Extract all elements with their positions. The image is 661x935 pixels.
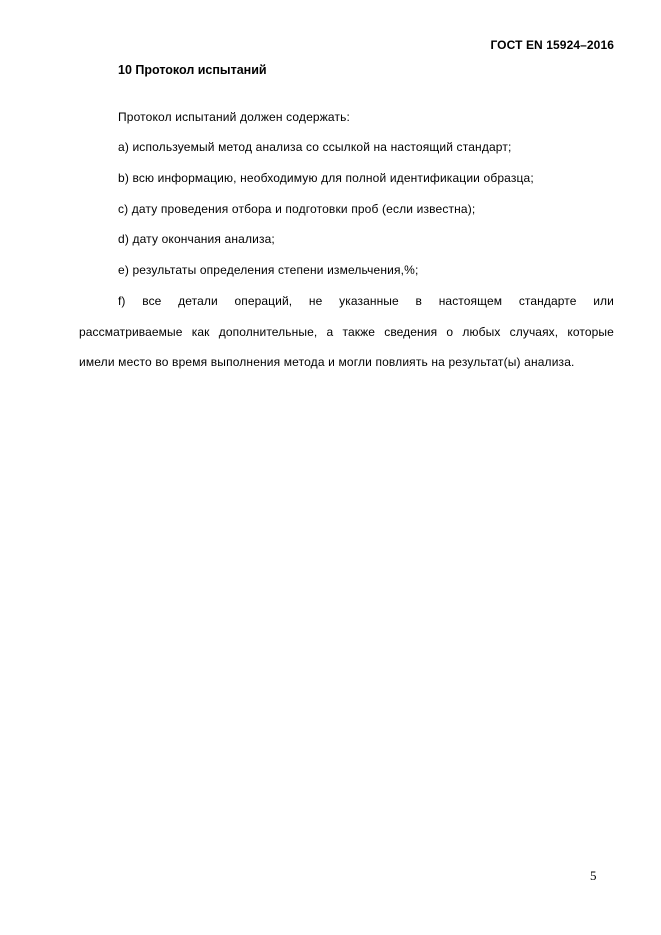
word: сведения [384, 325, 438, 339]
list-item-b: b) всю информацию, необходимую для полной идентификации образца; [118, 171, 534, 185]
list-item-e: е) результаты определения степени измельчения,%; [118, 263, 419, 277]
word: а [326, 325, 334, 339]
word: дополнительные, [218, 325, 318, 339]
word: о [446, 325, 454, 339]
word: стандарте [518, 294, 577, 308]
word: все [142, 294, 162, 308]
intro-paragraph: Протокол испытаний должен содержать: [118, 110, 350, 124]
word: которые [567, 325, 614, 339]
word: в [415, 294, 422, 308]
word: как [191, 325, 210, 339]
word: f) [118, 294, 126, 308]
word: операций, [234, 294, 293, 308]
word: не [308, 294, 323, 308]
list-item-f-line-2 [79, 325, 614, 339]
word: случаях, [509, 325, 559, 339]
list-item-a: а) используемый метод анализа со ссылкой на настоящий стандарт; [118, 140, 512, 154]
list-item-f-line-3: имели место во время выполнения метода и могли повлиять на результат(ы) анализа. [79, 355, 575, 369]
word: или [593, 294, 614, 308]
word: детали [178, 294, 218, 308]
word: указанные [339, 294, 399, 308]
list-item-f-line-1 [118, 294, 614, 308]
word: рассматриваемые [79, 325, 183, 339]
word: также [342, 325, 376, 339]
section-title: 10 Протокол испытаний [118, 63, 267, 77]
word: настоящем [438, 294, 503, 308]
page-number: 5 [590, 868, 597, 883]
document-code: ГОСТ EN 15924–2016 [490, 38, 614, 52]
list-item-d: d) дату окончания анализа; [118, 232, 275, 246]
word: любых [462, 325, 501, 339]
list-item-c: с) дату проведения отбора и подготовки проб (если известна); [118, 202, 476, 216]
